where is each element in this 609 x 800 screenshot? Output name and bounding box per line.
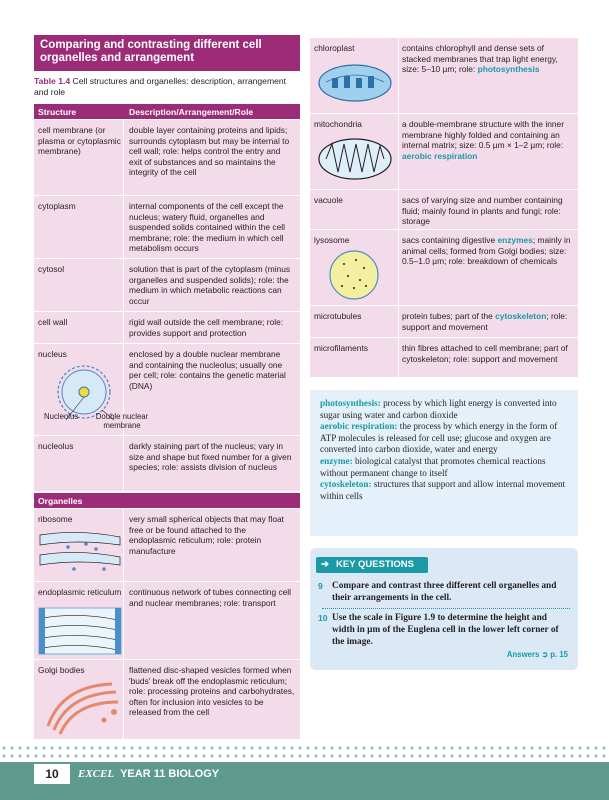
table-row [310, 306, 578, 338]
row-description: sacs of varying size and number containing fluid; mainly found in plants and fungi; role: storage [402, 195, 563, 226]
footer-title: YEAR 11 BIOLOGY [120, 768, 220, 780]
row-description: very small spherical objects that may float free or be found attached to the endoplasmic reticulum; role: protein manufacture [129, 514, 284, 556]
row-description: continuous network of tubes connecting cell and nuclear membranes; role: transport [129, 587, 292, 608]
answers-link[interactable]: Answers ➲ p. 15 [506, 650, 568, 659]
row-structure: microtubules [314, 311, 362, 321]
row-structure: ribosome [38, 514, 73, 524]
running-footer [78, 764, 219, 784]
row-description: protein tubes; part of the cytoskeleton; role: support and movement [402, 311, 568, 332]
row-description: a double-membrane structure with the inner membrane highly folded and containing an internal matrix; size: 0.5 µm × 1–2 µm; role: aerobic respiration [402, 119, 564, 161]
key-questions-heading: ➔ KEY QUESTIONS [316, 557, 428, 573]
arrow-right-icon: ➔ [321, 559, 329, 570]
question-item: 10 Use the scale in Figure 1.9 to determine the height and width in µm of the Euglena cell in the lower left corner of the image. [318, 613, 559, 647]
divider [322, 608, 570, 609]
glossary-entry: cytoskeleton: structures that support and allow internal movement within cells [320, 479, 566, 501]
row-description: thin fibres attached to cell membrane; part of cytoskeleton; role: support and movement [402, 343, 568, 364]
row-structure: cell membrane (or plasma or cytoplasmic membrane) [38, 125, 121, 156]
table-row [310, 38, 578, 114]
table-row [310, 338, 578, 378]
header-description: Description/Arrangement/Role [129, 107, 254, 117]
row-structure: cell wall [38, 317, 68, 327]
table-row [34, 312, 300, 344]
glossary-box [310, 390, 578, 536]
row-term: enzymes [497, 235, 533, 245]
table-row [34, 582, 300, 660]
row-description: enclosed by a double nuclear membrane and containing the nucleolus; usually one per cell; role: contains the genetic material (DNA) [129, 349, 286, 391]
section-title: Comparing and contrasting different cell organelles and arrangement [34, 35, 300, 71]
row-description: flattened disc-shaped vesicles formed when 'buds' break off the endoplasmic reticulum; role: processing proteins and carbohydrates, often for inclusion into vesicles to be released from the cell [129, 665, 295, 717]
row-term: aerobic respiration [402, 150, 478, 161]
table-row [310, 190, 578, 230]
row-term: photosynthesis [477, 64, 540, 74]
row-description: sacs containing digestive enzymes; mainly in animal cells; formed from Golgi bodies; size: 0.5–1.0 µm; role: breakdown of chemicals [402, 235, 571, 266]
table-row [34, 436, 300, 492]
page-number: 10 [34, 764, 70, 784]
double-membrane-label: Double nuclear membrane [95, 412, 149, 430]
row-description: contains chlorophyll and dense sets of stacked membranes that trap light energy, size: 5–10 µm; role: photosynthesis [402, 43, 558, 74]
table-header [34, 104, 300, 119]
footer-pattern [0, 744, 609, 762]
golgi-illustration [42, 676, 122, 736]
row-structure: chloroplast [314, 43, 355, 53]
row-structure: cytosol [38, 264, 65, 274]
er-illustration [38, 606, 122, 656]
table-row [34, 509, 300, 582]
row-structure: cytoplasm [38, 201, 76, 211]
row-description: double layer containing proteins and lipids; surrounds cytoplasm but may be internal to cell wall; role: helps control the entry and exit of substances and so maintains the integrity of the cell [129, 125, 290, 177]
row-structure: mitochondria [314, 119, 362, 129]
chloroplast-illustration [316, 60, 394, 106]
table-row [34, 196, 300, 259]
row-term: cytoskeleton [495, 311, 547, 321]
table-row [34, 259, 300, 312]
glossary-entry: enzyme: biological catalyst that promotes chemical reactions without permanent change to itself [320, 455, 546, 478]
lysosome-illustration [326, 248, 382, 302]
glossary-entry: aerobic respiration: the process by which energy in the form of ATP molecules is released for cell use; glucose and oxygen are converted into carbon dioxide, water and energy [320, 421, 558, 455]
nucleolus-label: Nucleolus [44, 412, 79, 421]
table-row [34, 344, 300, 436]
row-structure: Golgi bodies [38, 665, 85, 675]
table-row [310, 114, 578, 190]
organelles-header: Organelles [34, 493, 300, 508]
row-structure: microfilaments [314, 343, 368, 353]
row-structure: nucleus [38, 349, 67, 359]
mitochondria-illustration [316, 134, 394, 184]
row-description: rigid wall outside the cell membrane; role: provides support and protection [129, 317, 284, 338]
row-description: solution that is part of the cytoplasm (minus organelles and suspended solids); role: the medium in which metabolic reactions can occur [129, 264, 291, 306]
row-structure: nucleolus [38, 441, 74, 451]
table-caption [34, 76, 300, 98]
table-caption-text: Cell structures and organelles: description, arrangement and role [34, 76, 287, 97]
header-structure: Structure [38, 107, 77, 117]
glossary-entry: photosynthesis: process by which light energy is converted into sugar using water and carbon dioxide [320, 398, 557, 420]
row-description: darkly staining part of the nucleus; vary in size and shape but fixed number for a given species; role: assists division of nucleus [129, 441, 292, 472]
table-row [310, 230, 578, 306]
key-questions-box [310, 548, 578, 670]
question-item: 9 Compare and contrast three different cell organelles and their arrangements in the cell. [318, 581, 557, 603]
table-row [34, 660, 300, 740]
table-row [34, 120, 300, 196]
row-structure: lysosome [314, 235, 350, 245]
row-structure: vacuole [314, 195, 343, 205]
table-caption-label: Table 1.4 [34, 76, 71, 86]
footer-brand: EXCEL [78, 768, 115, 780]
ribosome-illustration [38, 529, 122, 577]
row-structure: endoplasmic reticulum [38, 587, 122, 597]
row-description: internal components of the cell except the nucleus; watery fluid, organelles and suspended solids contained within the cell membrane; role: the medium in which cell metabolism occurs [129, 201, 285, 253]
